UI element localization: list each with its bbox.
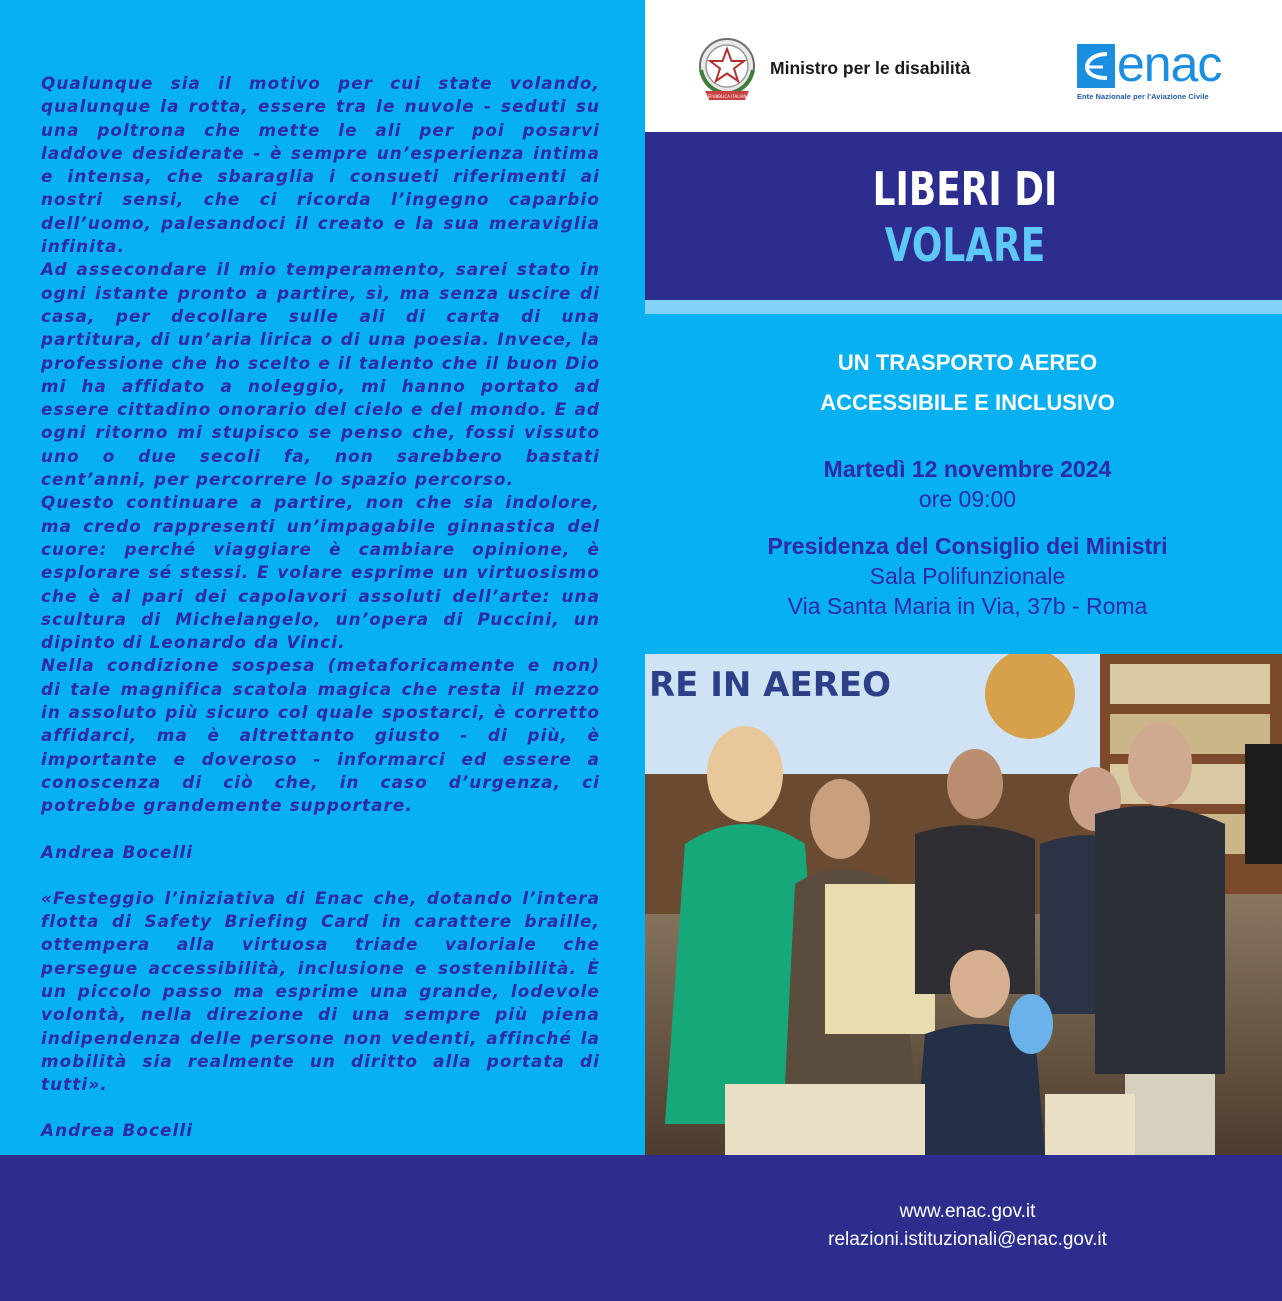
italian-republic-emblem-icon	[695, 36, 759, 104]
event-date: Martedì 12 novembre 2024	[823, 456, 1112, 482]
event-info-panel	[645, 314, 1282, 654]
title-band	[645, 132, 1282, 300]
footer-email-link[interactable]: relazioni.istituzionali@enac.gov.it	[828, 1229, 1107, 1250]
letter-quote: «Festeggio l’iniziativa di Enac che, dotando l’intera flotta di Safety Briefing Card in carattere braille, ottempera alla virtuosa triade valoriale che persegue accessibilità, inclusione e sostenibilità. È un piccolo passo ma esprime una grande, lodevole volontà, nella direzione di una sempre più piena indipendenza delle persone non vedenti, affinché la mobilità sia realmente un diritto alla portata di tutti».	[41, 887, 600, 1095]
event-subtitle-line-1: UN TRASPORTO AEREO	[837, 350, 1098, 375]
event-time: ore 09:00	[918, 486, 1017, 512]
enac-subtitle: Ente Nazionale per l'Aviazione Civile	[1077, 92, 1209, 101]
event-title-line-2: VOLARE	[884, 218, 1046, 272]
ministry-name: Ministro per le disabilità	[770, 58, 971, 78]
enac-logo-text: enac	[1117, 36, 1222, 92]
letter-paragraph-4: Nella condizione sospesa (metaforicamente e non) di tale magnifica scatola magica che resta il mezzo in assoluto più sicuro col quale spostarci, è corretto affidarci, ma è altrettanto giusto - di più, è importante e doveroso - informarci ed essere a conoscenza di ciò che, in caso d’urgenza, ci potrebbe grandemente supportare.	[41, 655, 600, 816]
photo-banner-text: RE IN AEREO	[649, 665, 892, 705]
event-address: Via Santa Maria in Via, 37b - Roma	[787, 593, 1148, 619]
letter-signature: Andrea Bocelli	[41, 841, 194, 862]
footer	[0, 1155, 1282, 1301]
letter-text	[41, 72, 600, 1143]
event-photo	[645, 654, 1282, 1155]
letter-paragraph-3: Questo continuare a partire, non che sia indolore, ma credo rappresenti un’impagabile ginnastica del cuore: perché viaggiare è cambiare opinione, è esplorare sé stessi. E volare esprime un virtuosismo che è al pari dei capolavori assoluti dell’arte: una scultura di Michelangelo, un’opera di Puccini, un dipinto di Leonardo da Vinci.	[41, 492, 600, 653]
enac-logo-icon	[1077, 44, 1115, 88]
letter-panel	[0, 0, 645, 1155]
footer-website-link[interactable]: www.enac.gov.it	[899, 1201, 1036, 1222]
event-title-line-1: LIBERI DI	[872, 162, 1058, 216]
logo-header	[645, 0, 1282, 132]
event-subtitle-line-2: ACCESSIBILE E INCLUSIVO	[820, 390, 1115, 415]
event-venue: Presidenza del Consiglio dei Ministri	[767, 533, 1168, 559]
divider-strip	[645, 300, 1282, 314]
event-room: Sala Polifunzionale	[869, 563, 1066, 589]
letter-paragraph-1: Qualunque sia il motivo per cui state volando, qualunque la rotta, essere tra le nuvole - seduti su una poltrona che mette le ali per poi posarvi laddove desiderate - è sempre un’esperienza intima e intensa, che sbaraglia i consueti riferimenti ai nostri sensi, che ci ricorda l’ingegno caparbio dell’uomo, palesandoci il creato e la sua meraviglia infinita.	[41, 73, 600, 257]
emblem-banner-text: REPUBBLICA ITALIANA	[704, 94, 750, 99]
letter-paragraph-2: Ad assecondare il mio temperamento, sarei stato in ogni istante pronto a partire, sì, ma senza uscire di casa, per decollare sulle ali di carta di una partitura, di un’aria lirica o di una poesia. Invece, la professione che ho scelto e il talento che il buon Dio mi ha affidato a noleggio, mi hanno portato ad essere cittadino onorario del cielo e del mondo. E ad ogni ritorno mi stupisco se penso che, fossi vissuto uno o due secoli fa, non sarebbero bastati cent’anni, per percorrere lo spazio percorso.	[41, 259, 600, 490]
quote-signature: Andrea Bocelli	[41, 1120, 194, 1141]
